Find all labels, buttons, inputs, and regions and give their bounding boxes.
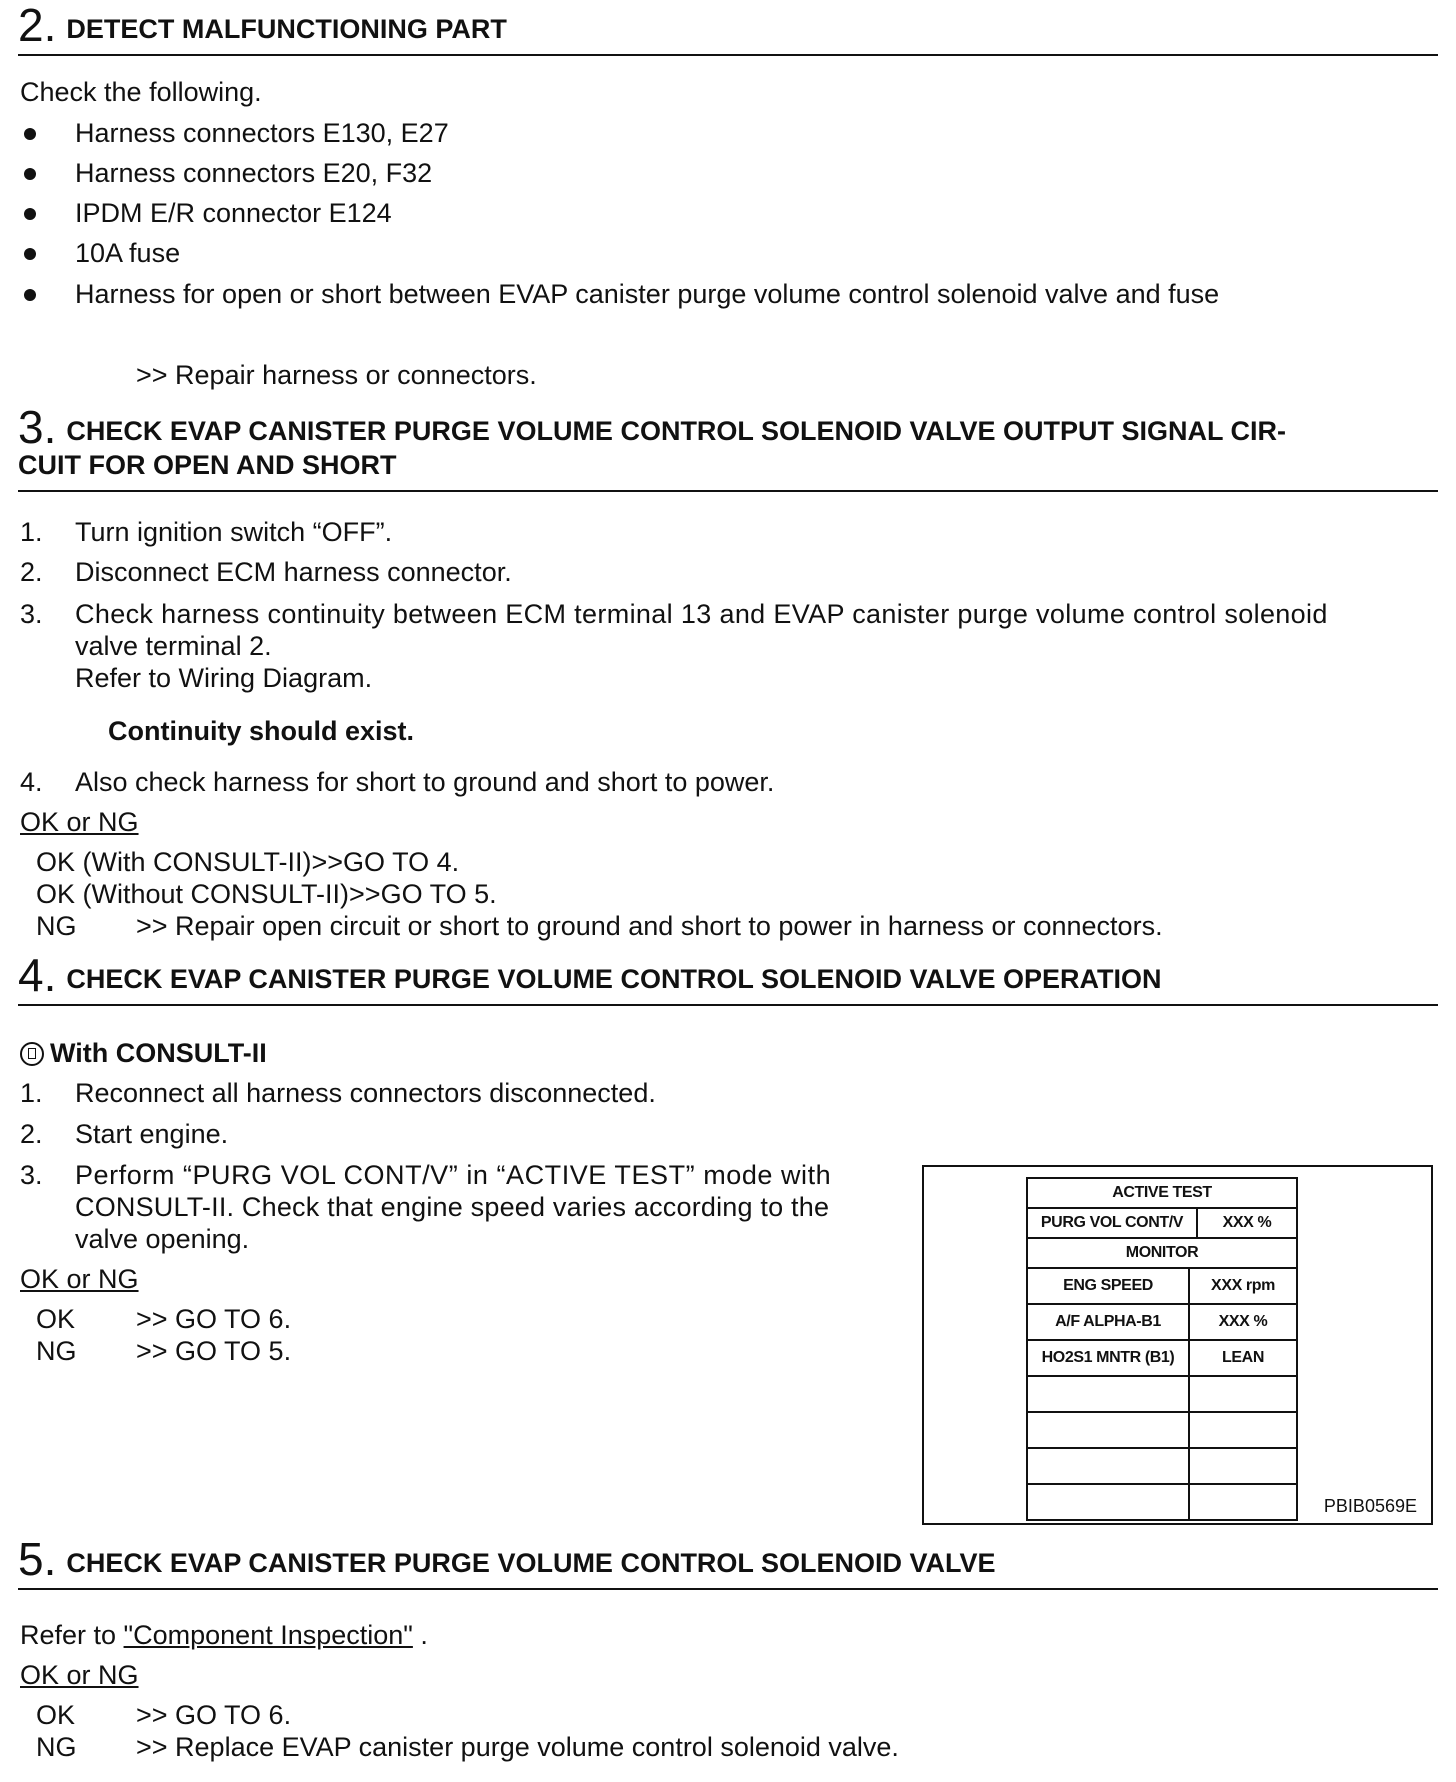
screen-row-value: XXX % <box>1218 1313 1268 1330</box>
screen-empty-cell <box>1028 1377 1190 1411</box>
screen-row-label: PURG VOL CONT/V <box>1028 1209 1198 1237</box>
component-inspection-link[interactable]: "Component Inspection" <box>123 1620 413 1650</box>
screen-empty-row <box>1028 1413 1296 1449</box>
result-ok-text: >> GO TO 6. <box>136 1700 292 1730</box>
screen-empty-cell <box>1190 1413 1296 1447</box>
section-title-line-2: CUIT FOR OPEN AND SHORT <box>18 450 397 480</box>
step-text: Perform “PURG VOL CONT/V” in “ACTIVE TEST” mode with <box>75 1160 832 1190</box>
step-number: 2. <box>20 557 43 587</box>
section-3-heading <box>18 401 1438 492</box>
step-text: Reconnect all harness connectors disconnected. <box>75 1078 656 1108</box>
figure-id: PBIB0569E <box>1323 1496 1417 1516</box>
bullet-icon <box>24 248 36 260</box>
screen-empty-cell <box>1028 1413 1190 1447</box>
result-ng-text: >> Repair open circuit or short to ground and short to power in harness or connectors. <box>136 911 1163 941</box>
screen-empty-cell <box>1190 1485 1296 1519</box>
screen-row <box>1028 1209 1296 1239</box>
bullet-icon <box>24 208 36 220</box>
result-ng-label: NG <box>36 1732 77 1762</box>
step-text: Check harness continuity between ECM terminal 13 and EVAP canister purge volume control solenoid <box>75 599 1328 629</box>
screen-header: ACTIVE TEST <box>1112 1184 1212 1201</box>
screen-row-value: XXX % <box>1222 1214 1272 1231</box>
screen-row <box>1028 1305 1296 1341</box>
section-number: 2. <box>18 0 57 51</box>
screen-row <box>1028 1269 1296 1305</box>
result-ng-label: NG <box>36 911 77 941</box>
section-number: 4. <box>18 949 57 1001</box>
screen-empty-cell <box>1028 1449 1190 1483</box>
step-text: Refer to Wiring Diagram. <box>75 663 373 693</box>
result-ok-without-consult: OK (Without CONSULT-II)>>GO TO 5. <box>36 879 497 909</box>
refer-prefix: Refer to <box>20 1620 124 1650</box>
screen-empty-row <box>1028 1449 1296 1485</box>
screen-monitor-row <box>1028 1239 1296 1269</box>
ok-or-ng-label: OK or NG <box>20 1264 139 1294</box>
ok-or-ng-label: OK or NG <box>20 807 139 837</box>
consult-screen-figure <box>922 1165 1433 1525</box>
step-text: Start engine. <box>75 1119 229 1149</box>
ok-or-ng-label: OK or NG <box>20 1660 139 1690</box>
section-title: CHECK EVAP CANISTER PURGE VOLUME CONTROL SOLENOID VALVE OPERATION <box>66 964 1162 994</box>
consult-mode-label <box>20 1037 267 1069</box>
screen-empty-cell <box>1190 1377 1296 1411</box>
section-title: DETECT MALFUNCTIONING PART <box>66 14 507 44</box>
step-text: valve terminal 2. <box>75 631 272 661</box>
step-text: CONSULT-II. Check that engine speed varies according to the <box>75 1192 830 1222</box>
sec2-intro: Check the following. <box>20 77 262 107</box>
screen-row <box>1028 1341 1296 1377</box>
screen-empty-row <box>1028 1485 1296 1519</box>
section-number: 5. <box>18 1533 57 1585</box>
step-number: 3. <box>20 599 43 629</box>
refer-suffix: . <box>412 1620 428 1650</box>
list-item-text: Harness for open or short between EVAP canister purge volume control solenoid valve and fuse <box>75 279 1220 309</box>
step-text: valve opening. <box>75 1224 250 1254</box>
section-4-heading <box>18 949 1438 1006</box>
result-ok-text: >> GO TO 6. <box>136 1304 292 1334</box>
list-item-text: 10A fuse <box>75 238 181 268</box>
result-ok-label: OK <box>36 1700 76 1730</box>
step-number: 3. <box>20 1160 43 1190</box>
screen-row-value: XXX rpm <box>1211 1277 1275 1294</box>
sec2-result: >> Repair harness or connectors. <box>136 360 537 390</box>
list-item-text: Harness connectors E130, E27 <box>75 118 449 148</box>
screen-empty-row <box>1028 1377 1296 1413</box>
screen-row-value: LEAN <box>1222 1349 1264 1366</box>
screen-monitor-label: MONITOR <box>1125 1244 1199 1261</box>
list-item-text: IPDM E/R connector E124 <box>75 198 392 228</box>
step-text: Also check harness for short to ground and short to power. <box>75 767 775 797</box>
result-ok-with-consult: OK (With CONSULT-II)>>GO TO 4. <box>36 847 460 877</box>
result-ok-label: OK <box>36 1304 76 1334</box>
bullet-icon <box>24 128 36 140</box>
list-item-text: Harness connectors E20, F32 <box>75 158 433 188</box>
step-number: 4. <box>20 767 43 797</box>
section-title-line-1: CHECK EVAP CANISTER PURGE VOLUME CONTROL SOLENOID VALVE OUTPUT SIGNAL CIR- <box>66 416 1286 446</box>
screen-row-label: ENG SPEED <box>1028 1269 1190 1303</box>
result-ng-text: >> Replace EVAP canister purge volume control solenoid valve. <box>136 1732 899 1762</box>
section-title: CHECK EVAP CANISTER PURGE VOLUME CONTROL SOLENOID VALVE <box>66 1548 996 1578</box>
sec5-refer <box>20 1619 428 1651</box>
screen-empty-cell <box>1028 1485 1190 1519</box>
screen-empty-cell <box>1190 1449 1296 1483</box>
step-number: 1. <box>20 517 43 547</box>
step-number: 1. <box>20 1078 43 1108</box>
section-5-heading <box>18 1533 1438 1590</box>
bullet-icon <box>24 289 36 301</box>
screen-row-label: HO2S1 MNTR (B1) <box>1028 1341 1190 1375</box>
active-test-screen <box>1026 1177 1298 1521</box>
step-text: Disconnect ECM harness connector. <box>75 557 512 587</box>
section-number: 3. <box>18 401 57 453</box>
bullet-icon <box>24 168 36 180</box>
screen-header-row <box>1028 1179 1296 1209</box>
consult-icon <box>20 1042 44 1066</box>
screen-row-label: A/F ALPHA-B1 <box>1028 1305 1190 1339</box>
step-text: Turn ignition switch “OFF”. <box>75 517 393 547</box>
result-ng-text: >> GO TO 5. <box>136 1336 292 1366</box>
step-number: 2. <box>20 1119 43 1149</box>
result-ng-label: NG <box>36 1336 77 1366</box>
consult-mode-text: With CONSULT-II <box>50 1038 267 1068</box>
sec3-note: Continuity should exist. <box>108 716 415 746</box>
section-2-heading <box>18 0 1438 56</box>
